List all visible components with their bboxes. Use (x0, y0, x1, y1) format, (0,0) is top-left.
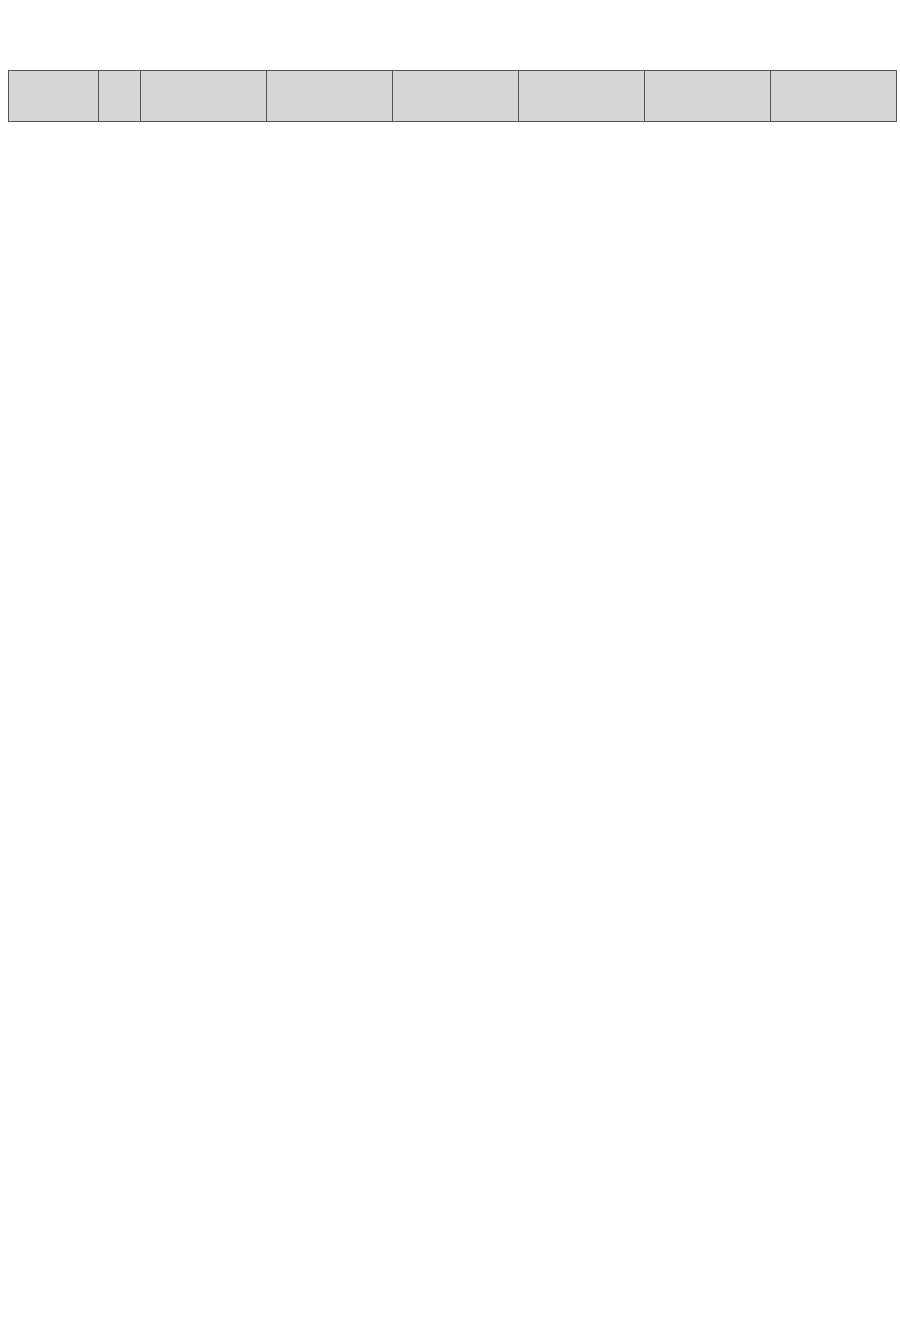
header-day-1 (141, 71, 267, 122)
header-day-4 (519, 71, 645, 122)
header-row (9, 71, 897, 122)
header-unit (9, 71, 99, 122)
header-time (99, 71, 141, 122)
header-day-2 (267, 71, 393, 122)
header-day-6 (771, 71, 897, 122)
header-day-3 (393, 71, 519, 122)
clinic-schedule-table (8, 70, 897, 122)
header-day-5 (645, 71, 771, 122)
